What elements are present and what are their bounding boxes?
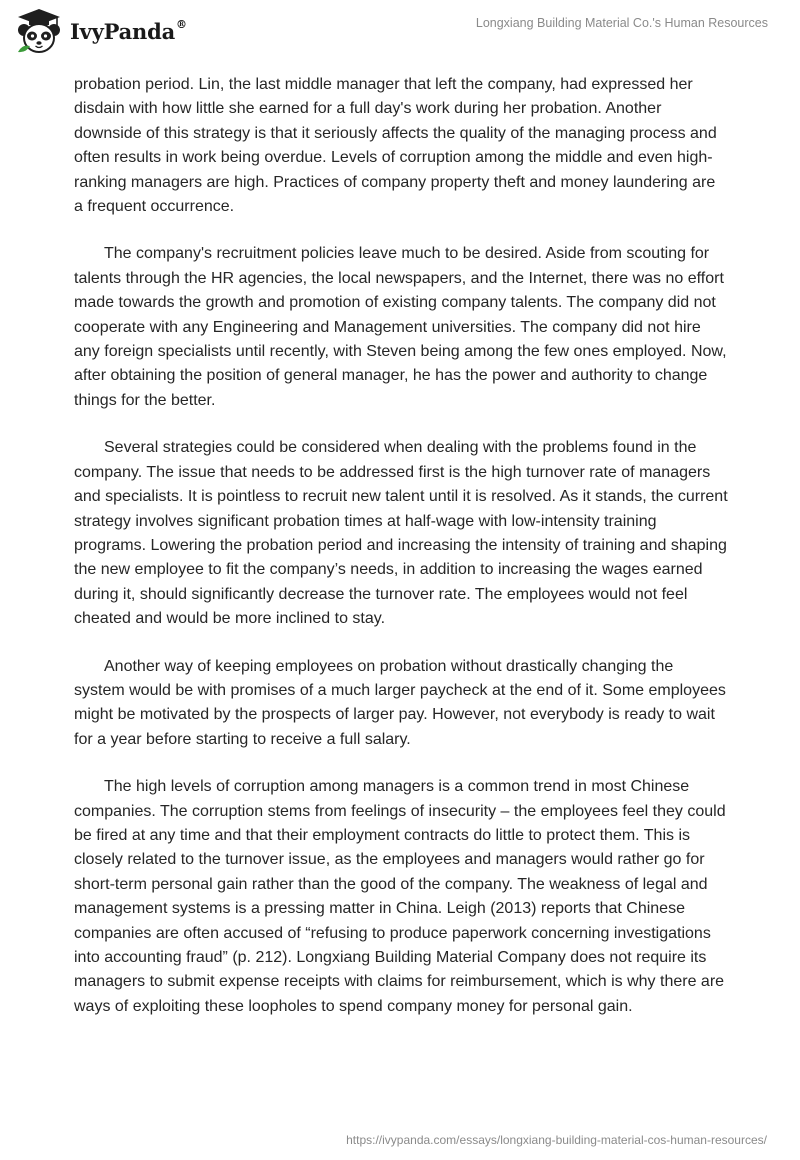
- essay-body: [74, 73, 728, 1042]
- paragraph: Another way of keeping employees on probation without drastically changing the system would be with promises of a much larger paycheck at the end of it. Some employees might be motivated by the prospects of larger pay. However, not everybody is ready to wait for a year before starting to receive a full salary.: [74, 657, 726, 748]
- brand-name: IvyPanda®: [70, 17, 187, 44]
- document-title: Longxiang Building Material Co.'s Human Resources: [475, 16, 768, 30]
- page-header: [0, 0, 800, 66]
- registered-mark: ®: [176, 17, 187, 31]
- paragraph: probation period. Lin, the last middle manager that left the company, had expressed her disdain with how little she earned for a full day's work during her probation. Another downside of this strategy is that it seriously affects the quality of the managing process and often results in work being overdue. Levels of corruption among the middle and even high-ranking managers are high. Practices of company property theft and money laundering are a frequent occurrence.: [74, 76, 717, 216]
- paragraph: The high levels of corruption among managers is a common trend in most Chinese companies. The corruption stems from feelings of insecurity – the employees feel they could be fired at any time and that their employment contracts do little to protect them. This is closely related to the turnover issue, as the employees and managers would rather go for short-term personal gain rather than the good of the company. The weakness of legal and management systems is a pressing matter in China. Leigh (2013) reports that Chinese companies are often accused of “refusing to produce paperwork concerning investigations into accounting fraud” (p. 212). Longxiang Building Material Company does not require its managers to submit expense receipts with claims for reimbursement, which is why there are ways of exploiting these loopholes to spend company money for personal gain.: [74, 778, 726, 1015]
- paragraph: The company's recruitment policies leave much to be desired. Aside from scouting for talents through the HR agencies, the local newspapers, and the Internet, there was no effort made towards the growth and promotion of existing company talents. The company did not cooperate with any Engineering and Management universities. The company did not hire any foreign specialists until recently, with Steven being among the few ones employed. Now, after obtaining the position of general manager, he has the power and authority to change things for the better.: [74, 245, 727, 409]
- paragraph: Several strategies could be considered when dealing with the problems found in the company. The issue that needs to be addressed first is the high turnover rate of managers and specialists. It is pointless to recruit new talent until it is resolved. As it stands, the current strategy involves significant probation times at half-wage with low-intensity training programs. Lowering the probation period and increasing the intensity of training and shaping the new employee to fit the company’s needs, in addition to increasing the wages earned during it, should significantly decrease the turnover rate. The employees would not feel cheated and would be more inclined to stay.: [74, 439, 728, 628]
- source-url-link[interactable]: https://ivypanda.com/essays/longxiang-building-material-cos-human-resources/: [346, 1133, 767, 1147]
- ivypanda-logo[interactable]: [14, 6, 187, 56]
- panda-graduate-icon: [14, 6, 64, 56]
